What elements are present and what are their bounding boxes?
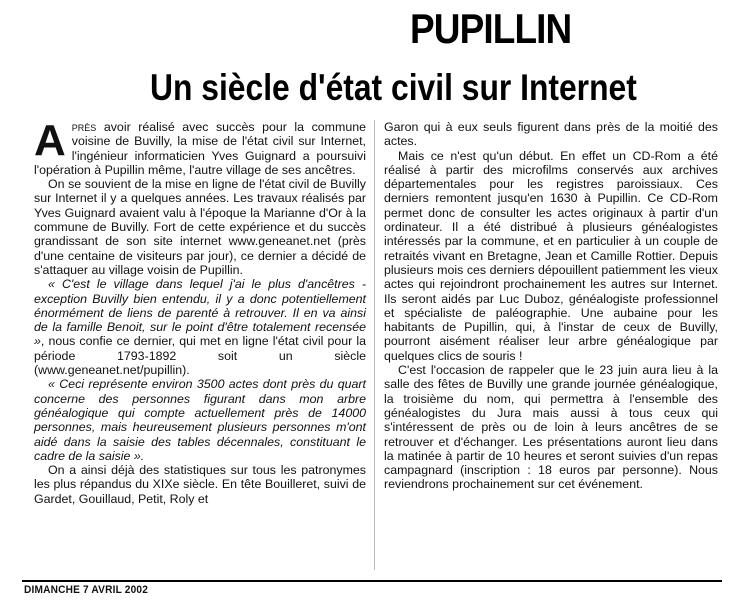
- leadin: près: [71, 120, 97, 134]
- paragraph-text: avoir réalisé avec succès pour la commune voisine de Buvilly, la mise de l'état civil sur Internet, l'ingénieur informaticien Yves Guignard a poursuivi l'opération à Pupillin même, l'autre village de ses ancêtres.: [34, 120, 366, 177]
- article-paragraph: [34, 116, 366, 177]
- article-paragraph: [34, 277, 366, 377]
- date-footer: DIMANCHE 7 AVRIL 2002: [24, 584, 149, 596]
- article-quote: « Ceci représente environ 3500 actes dont près du quart concerne des personnes figurant dans mon arbre généalogique qui compte actuellement près de 14000 personnes, mais heureusement plusieurs personnes m'ont aidé dans la saisie des tables décennales, constituant le cadre de la saisie ».: [34, 377, 366, 463]
- article-paragraph: Mais ce n'est qu'un début. En effet un CD-Rom a été réalisé à partir des microfilms conservés aux archives départementales pour les registres paroissiaux. Ces derniers remontent jusqu'en 1630 à Pupillin. Ce CD-Rom permet donc de consulter les actes originaux à partir d'un ordinateur. Il a été distribué à plusieurs généalogistes intéressés par la commune, et en particulier à un couple de retraités vivant en Bretagne, Jean et Camille Rottier. Depuis plusieurs mois ces derniers dépouillent patiemment les vieux actes qui rejoindront prochainement les autres sur Internet. Ils seront aidés par Luc Duboz, généalogiste professionnel et spécialiste de paléographie. Une aubaine pour les habitants de Pupillin, qui, à l'instar de ceux de Buvilly, pourront aisément réaliser leur arbre généalogique par quelques clics de souris !: [384, 148, 718, 363]
- article-paragraph: On a ainsi déjà des statistiques sur tous les patronymes les plus répandus du XIXe siècle. En tête Bouilleret, suivi de Gardet, Gouillaud, Petit, Roly et: [34, 463, 366, 506]
- footer-rule: [22, 580, 722, 582]
- article-paragraph: Garon qui à eux seuls figurent dans près de la moitié des actes.: [384, 120, 718, 149]
- paragraph-text: , nous confie ce dernier, qui met en ligne l'état civil pour la période 1793-1892 soit un siècle (www.geneanet.net/pupillin).: [34, 334, 366, 378]
- quote-text: « C'est le village dans lequel j'ai le plus d'ancêtres - exception Buvilly bien entendu, il y a donc potentiellement énormément de liens de parenté à retrouver. Il en va ainsi de la famille Benoit, sur le point d'être totalement recensée »: [34, 277, 366, 349]
- article-column-right: [384, 120, 718, 492]
- article-headline: Un siècle d'état civil sur Internet: [150, 67, 637, 108]
- article-paragraph: On se souvient de la mise en ligne de l'état civil de Buvilly sur Internet il y a quelques années. Les travaux réalisés par Yves Guignard avaient valu à l'époque la Marianne d'Or à la commune de Buvilly. Fort de cette expérience et du succès grandissant de son site internet www.geneanet.net (près d'une centaine de visiteurs par jour), ce dernier a décidé de s'attaquer au village voisin de Pupillin.: [34, 177, 366, 277]
- article-column-left: [34, 116, 366, 506]
- section-kicker: PUPILLIN: [410, 5, 572, 52]
- column-divider: [374, 120, 375, 570]
- dropcap: A: [34, 116, 66, 165]
- article-paragraph: C'est l'occasion de rappeler que le 23 juin aura lieu à la salle des fêtes de Buvilly une grande journée généalogique, la troisième du nom, qui permettra à l'ensemble des généalogistes du Jura mais aussi à tous ceux qui s'intéressent de près ou de loin à leurs ancêtres de se retrouver et d'échanger. Les présentations auront lieu dans la matinée à partir de 10 heures et seront suivies d'un repas campagnard (inscription : 18 euros par personne). Nous reviendrons prochainement sur cet événement.: [384, 363, 718, 492]
